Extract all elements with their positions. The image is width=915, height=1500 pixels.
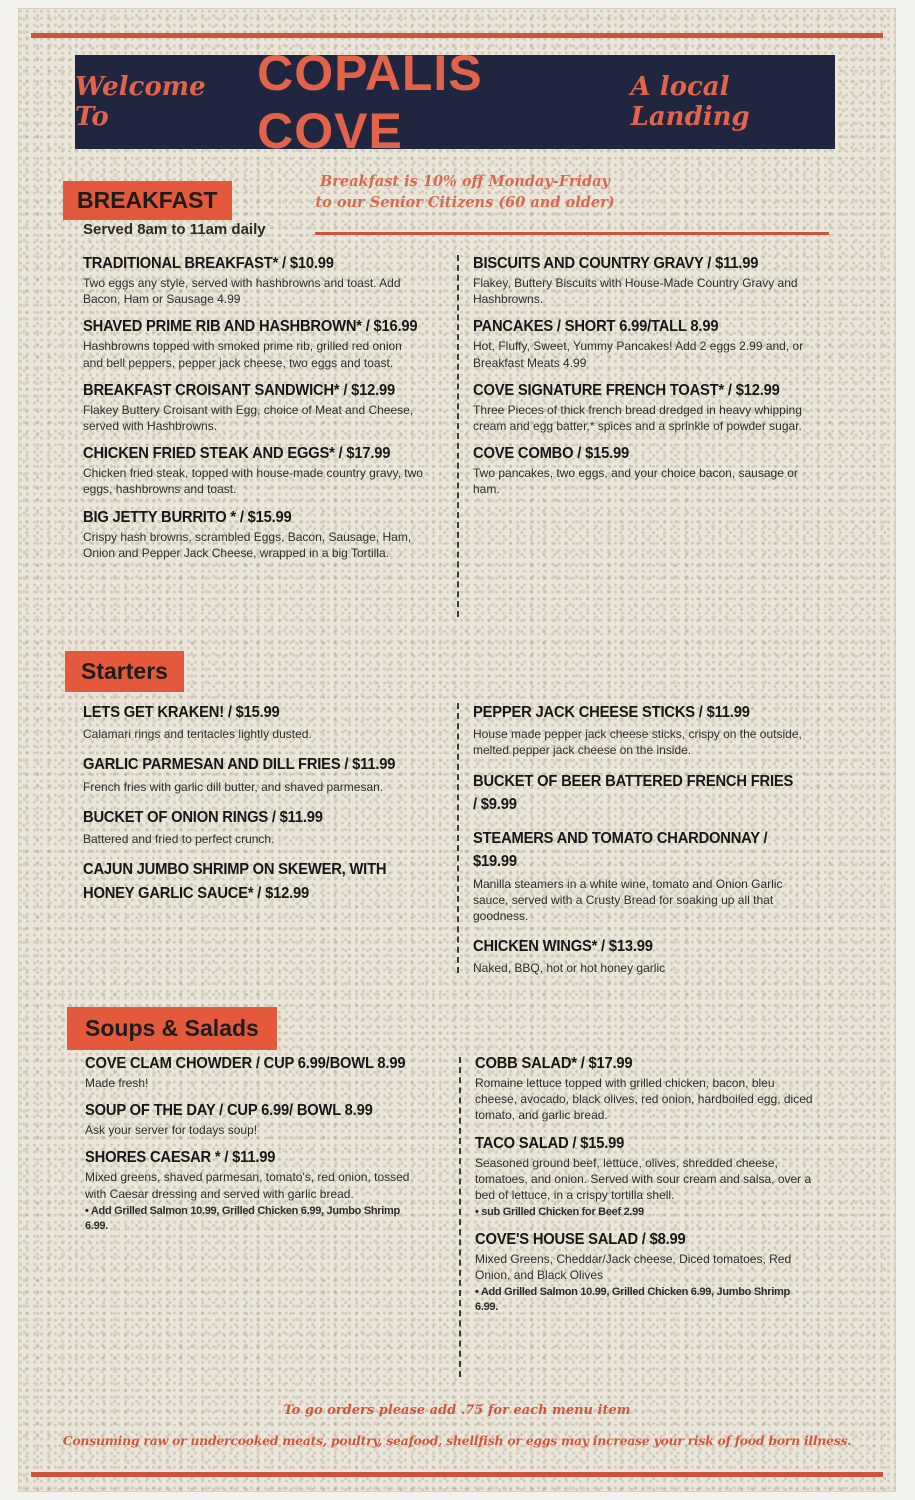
top-rule [31,33,883,38]
menu-item [83,318,423,370]
menu-item-title: PEPPER JACK CHEESE STICKS / $11.99 [473,704,750,721]
menu-item [473,701,813,759]
menu-item-title: CAJUN JUMBO SHRIMP ON SKEWER, WITH HONEY GARLIC SAUCE* / $12.99 [83,861,387,902]
menu-item-description: Flakey, Buttery Biscuits with House-Made Country Gravy and Hashbrowns. [473,276,798,307]
starters-left-column [83,701,423,916]
menu-item [473,935,813,976]
section-soups-title: Soups & Salads [67,1007,277,1050]
menu-item-addons: • sub Grilled Chicken for Beef 2.99 [475,1206,644,1219]
senior-note-line1: Breakfast is 10% off Monday-Friday [320,173,610,190]
menu-item-description: Made fresh! [85,1076,149,1090]
menu-item-description: French fries with garlic dill butter, and shaved parmesan. [83,779,384,794]
menu-item-title: LETS GET KRAKEN! / $15.99 [83,704,280,721]
menu-item-title: COVE'S HOUSE SALAD / $8.99 [475,1230,686,1248]
menu-item-title: BREAKFAST CROISANT SANDWICH* / $12.99 [83,381,396,399]
menu-item-description: Calamari rings and tentacles lightly dusted. [83,727,312,742]
starters-column-divider [457,703,459,973]
soups-right-column [475,1055,815,1326]
menu-item-title: COBB SALAD* / $17.99 [475,1055,633,1072]
menu-item [473,827,813,924]
menu-item [83,806,423,847]
breakfast-column-divider [457,255,459,617]
header-banner [75,45,835,159]
menu-item-title: BIG JETTY BURRITO * / $15.99 [83,508,292,526]
senior-discount-note [315,171,615,213]
restaurant-name: COPALIS COVE [257,45,483,159]
menu-item-description: Chicken fried steak, topped with house-made country gravy, two eggs, hashbrowns and toast. [83,466,423,497]
menu-item-title: BISCUITS AND COUNTRY GRAVY / $11.99 [473,255,759,272]
menu-item-description: Two pancakes, two eggs, and your choice bacon, sausage or ham. [473,466,798,497]
menu-item-description: House made pepper jack cheese sticks, crispy on the outside, melted pepper jack cheese on the inside. [473,727,802,758]
menu-item-description: Manilla steamers in a white wine, tomato and Onion Garlic sauce, served with a Crusty Bread for soaking up all that goodness. [473,876,783,923]
menu-item [83,382,423,434]
soups-left-column [85,1055,425,1244]
senior-note-line2: to our Senior Citizens (60 and older) [315,194,615,212]
menu-item-description: Flakey Buttery Croisant with Egg, choice of Meat and Cheese, served with Hashbrowns. [83,402,414,433]
menu-item [85,1149,425,1233]
soups-column-divider [459,1057,461,1377]
menu-item-title: SHAVED PRIME RIB AND HASHBROWN* / $16.99 [83,318,418,336]
to-go-note: To go orders please add .75 for each menu item [283,1403,631,1418]
menu-item-description: Hot, Fluffy, Sweet, Yummy Pancakes! Add 2 eggs 2.99 and, or Breakfast Meats 4.99 [473,339,804,370]
menu-item-title: CHICKEN WINGS* / $13.99 [473,938,653,956]
menu-item [85,1102,425,1138]
menu-item-description: Two eggs any style, served with hashbrowns and toast. Add Bacon, Ham or Sausage 4.99 [83,276,401,307]
menu-item-description: Mixed Greens, Cheddar/Jack cheese, Diced tomatoes, Red Onion, and Black Olives [475,1251,792,1283]
menu-item-title: BUCKET OF BEER BATTERED FRENCH FRIES / $9.99 [473,772,794,813]
menu-item [473,318,813,370]
menu-item [473,770,813,817]
menu-item [83,701,423,742]
food-safety-warning: Consuming raw or undercooked meats, poultry, seafood, shellfish or eggs may increase your risk of food born illness. [62,1433,852,1448]
menu-item-title: SOUP OF THE DAY / CUP 6.99/ BOWL 8.99 [85,1102,373,1120]
menu-item [83,858,423,905]
menu-item-title: SHORES CAESAR * / $11.99 [85,1149,276,1167]
menu-item-title: COVE COMBO / $15.99 [473,445,629,463]
breakfast-hours: Served 8am to 11am daily [83,221,266,238]
welcome-text: Welcome To [75,72,206,132]
menu-item-addons: • Add Grilled Salmon 10.99, Grilled Chicken 6.99, Jumbo Shrimp 6.99. [85,1204,400,1232]
menu-item-title: GARLIC PARMESAN AND DILL FRIES / $11.99 [83,756,396,774]
breakfast-right-column [473,255,813,509]
menu-item-title: TRADITIONAL BREAKFAST* / $10.99 [83,255,334,272]
menu-item-addons: • Add Grilled Salmon 10.99, Grilled Chicken 6.99, Jumbo Shrimp 6.99. [475,1286,790,1314]
menu-item-description: Naked, BBQ, hot or hot honey garlic [473,961,666,976]
menu-item [473,255,813,307]
menu-item-title: PANCAKES / SHORT 6.99/TALL 8.99 [473,318,719,336]
menu-item [83,445,423,497]
menu-item-description: Seasoned ground beef, lettuce, olives, shredded cheese, tomatoes, and onion. Served with sour cream and salsa, over a bed of lettuce, in a crispy tortilla shell. [475,1155,812,1202]
breakfast-left-column [83,255,423,572]
section-starters-title: Starters [65,651,184,692]
menu-item [83,753,423,794]
menu-item-title: BUCKET OF ONION RINGS / $11.99 [83,808,323,826]
tagline: A local Landing [630,72,750,132]
menu-item-description: Three Pieces of thick french bread dredged in heavy whipping cream and egg batter,* spices and a sprinkle of powder sugar. [473,402,802,433]
menu-item-description: Battered and fried to perfect crunch. [83,832,275,847]
breakfast-rule [315,232,829,235]
starters-right-column [473,701,813,988]
menu-item [475,1231,815,1315]
menu-item [473,445,813,497]
bottom-rule [31,1472,883,1477]
menu-item [83,509,423,561]
menu-item-title: COVE CLAM CHOWDER / CUP 6.99/BOWL 8.99 [85,1055,406,1072]
menu-item [85,1055,425,1091]
menu-item [83,255,423,307]
menu-item-description: Mixed greens, shaved parmesan, tomato's, red onion, tossed with Caesar dressing and served with garlic bread. [85,1170,410,1201]
menu-item-description: Crispy hash browns, scrambled Eggs, Bacon, Sausage, Ham, Onion and Pepper Jack Cheese, wrapped in a big Tortilla. [83,529,412,560]
menu-item-title: STEAMERS AND TOMATO CHARDONNAY / $19.99 [473,830,768,871]
menu-board [18,8,896,1492]
menu-item [475,1055,815,1124]
menu-item-title: COVE SIGNATURE FRENCH TOAST* / $12.99 [473,381,780,399]
section-breakfast-title: BREAKFAST [63,181,232,220]
menu-item-title: CHICKEN FRIED STEAK AND EGGS* / $17.99 [83,445,391,463]
menu-item [473,382,813,434]
menu-item-description: Hashbrowns topped with smoked prime rib, grilled red onion and bell peppers, pepper jack cheese, two eggs and toast. [83,339,402,370]
menu-item [475,1135,815,1220]
menu-item-title: TACO SALAD / $15.99 [475,1134,625,1152]
menu-item-description: Ask your server for todays soup! [85,1123,258,1138]
menu-item-description: Romaine lettuce topped with grilled chicken, bacon, bleu cheese, avocado, black olives, red onion, hardboiled egg, diced tomato, and garlic bread. [475,1076,813,1123]
